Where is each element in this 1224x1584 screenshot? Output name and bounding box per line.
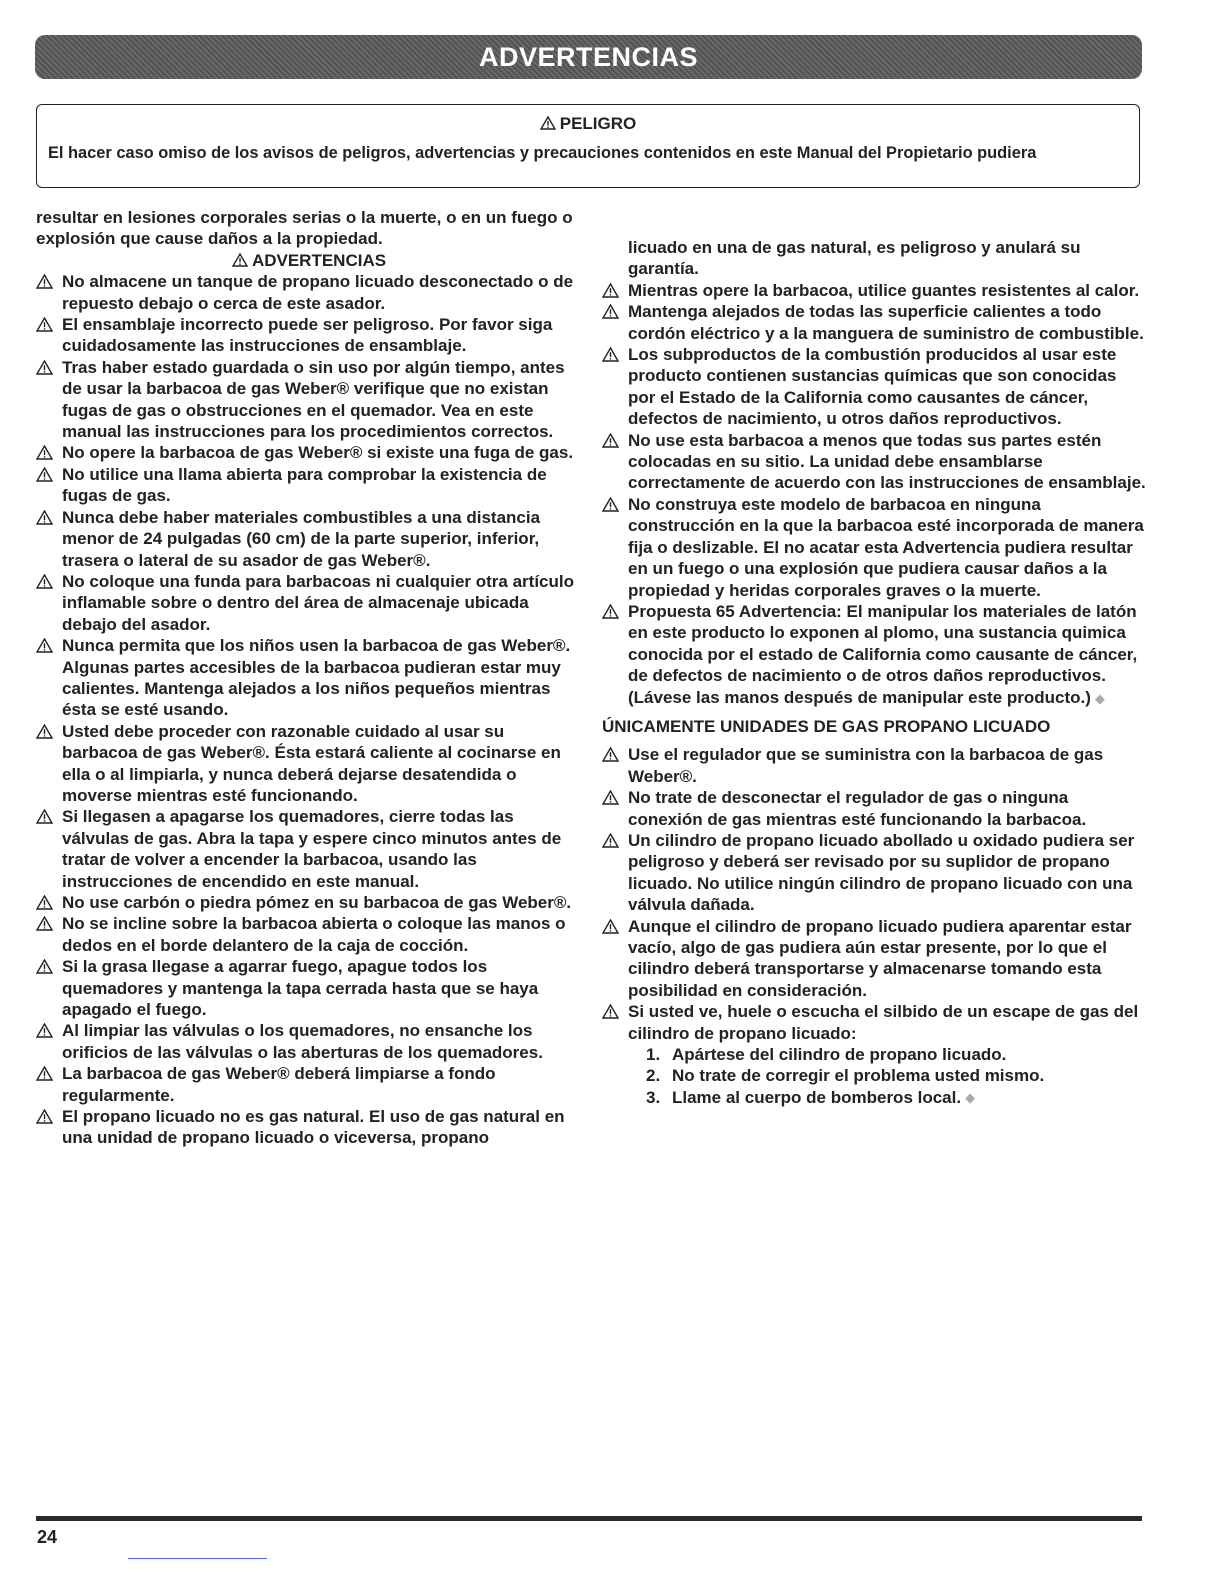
- warning-item: [602, 344, 1147, 430]
- warning-triangle-icon: [36, 635, 62, 721]
- warning-item-text: Propuesta 65 Advertencia: El manipular los materiales de latón en este producto lo exponen al plomo, una sustancia quimica conocida por el estado de California como causante de cáncer, de defectos de nacimiento o de otros daños reproductivos.: [628, 601, 1138, 686]
- warning-triangle-icon: [36, 1020, 62, 1063]
- warning-item-text: Mantenga alejados de todas las superficie calientes a todo cordón eléctrico y a la manguera de suministro de combustible.: [628, 302, 1144, 343]
- lp-warning-list: [602, 744, 1147, 1044]
- step-number: 1.: [646, 1045, 661, 1065]
- warning-item: [36, 721, 582, 807]
- warning-item: [36, 913, 582, 956]
- warning-triangle-icon: [36, 442, 62, 463]
- warning-item: [36, 357, 582, 443]
- warning-item-text: Nunca permita que los niños usen la barbacoa de gas Weber®. Algunas partes accesibles de la barbacoa pudieran estar muy calientes. Mantenga alejados a los niños pequeños mientras ésta se esté usando.: [62, 636, 571, 720]
- warning-item-text: No construya este modelo de barbacoa en ninguna construcción en la que la barbacoa esté incorporada de manera fija o deslizable. El no acatar esta Advertencia pudiera resultar en un fuego o una explosión que pudiera causar daños a la propiedad y heridas corporales graves o la muerte.: [628, 494, 1144, 600]
- warning-triangle-icon: [36, 357, 62, 443]
- wash-note: [602, 687, 1147, 709]
- left-column: [36, 207, 582, 1149]
- lp-warning-item-text: No trate de desconectar el regulador de gas o ninguna conexión de gas mientras esté funcionando la barbacoa.: [628, 788, 1087, 829]
- warning-triangle-icon: [602, 744, 628, 787]
- step-text: Apártese del cilindro de propano licuado.: [672, 1045, 1007, 1065]
- warning-item-text: La barbacoa de gas Weber® deberá limpiarse a fondo regularmente.: [62, 1064, 496, 1105]
- warning-item: [602, 430, 1147, 494]
- warning-triangle-icon: [602, 280, 628, 301]
- section-header-banner: [35, 35, 1142, 79]
- warning-item-text: No coloque una funda para barbacoas ni cualquier otra artículo inflamable sobre o dentro del área de almacenaje ubicada debajo del asador.: [62, 571, 574, 634]
- warning-item: [36, 442, 582, 463]
- warning-triangle-icon: [36, 721, 62, 807]
- end-diamond-icon: ◆: [1094, 690, 1105, 706]
- lp-warning-item: [602, 916, 1147, 1002]
- warning-triangle-icon: [36, 1063, 62, 1106]
- lp-warning-item: [602, 744, 1147, 787]
- warning-item-text: Los subproductos de la combustión producidos al usar este producto contienen sustancias químicas que son conocidas por el Estado de la California como causantes de cáncer, defectos de nacimiento, u otros daños reproductivos.: [628, 345, 1117, 429]
- warning-item: [36, 806, 582, 892]
- warning-item: [36, 271, 582, 314]
- left-warning-list: [36, 271, 582, 1149]
- step-number: 3.: [646, 1087, 661, 1107]
- warning-triangle-icon: [36, 571, 62, 635]
- section-title: ADVERTENCIAS: [478, 41, 699, 72]
- warning-triangle-icon: [602, 1001, 628, 1044]
- warning-triangle-icon: [602, 301, 628, 344]
- lp-section-title: ÚNICAMENTE UNIDADES DE GAS PROPANO LICUADO: [602, 716, 1051, 736]
- step-number: 2.: [646, 1066, 661, 1086]
- lp-warning-item-text: Use el regulador que se suministra con la barbacoa de gas Weber®.: [628, 745, 1104, 786]
- warning-triangle-icon: [36, 892, 62, 913]
- lp-warning-item: [602, 830, 1147, 916]
- warning-triangle-icon: [602, 601, 628, 687]
- danger-text: El hacer caso omiso de los avisos de peligros, advertencias y precauciones contenidos en este Manual del Propietario pudiera: [48, 144, 1037, 162]
- warning-item: [36, 956, 582, 1020]
- warning-item: [36, 1106, 582, 1149]
- warning-item-text: Tras haber estado guardada o sin uso por algún tiempo, antes de usar la barbacoa de gas Weber® verifique que no existan fugas de gas o obstrucciones en el quemador. Vea en este manual las instrucciones para los procedimientos correctos.: [62, 357, 565, 442]
- step-item: [646, 1044, 1147, 1065]
- warning-triangle-icon: [36, 913, 62, 956]
- step-item: [646, 1065, 1147, 1086]
- lp-warning-item: [602, 787, 1147, 830]
- warning-item-text: El ensamblaje incorrecto puede ser peligroso. Por favor siga cuidadosamente las instrucciones de ensamblaje.: [62, 315, 553, 356]
- warning-item: [36, 507, 582, 571]
- warning-triangle-icon: [602, 344, 628, 430]
- warning-triangle-icon: [232, 253, 248, 267]
- warning-item: [36, 464, 582, 507]
- warning-item: [36, 1020, 582, 1063]
- warning-item-text: Usted debe proceder con razonable cuidado al usar su barbacoa de gas Weber®. Ésta estará caliente al cocinarse en ella o al limpiarla, y nunca deberá dejarse desatendida o moverse mientras esté funcionando.: [62, 721, 561, 805]
- warning-item-text: No utilice una llama abierta para comprobar la existencia de fugas de gas.: [62, 464, 547, 506]
- warning-item: [36, 635, 582, 721]
- warning-triangle-icon: [36, 806, 62, 892]
- warning-item-text: No use carbón o piedra pómez en su barbacoa de gas Weber®.: [62, 893, 572, 912]
- danger-title-text: PELIGRO: [559, 114, 637, 133]
- warning-item: [36, 1063, 582, 1106]
- step-text: Llame al cuerpo de bomberos local.: [672, 1087, 962, 1107]
- warning-item-text: No use esta barbacoa a menos que todas sus partes estén colocadas en su sitio. La unidad debe ensamblarse correctamente de acuerdo con las instrucciones de ensamblaje.: [628, 430, 1146, 493]
- warning-item: [602, 301, 1147, 344]
- step-item: [646, 1087, 1147, 1108]
- right-warning-list: [602, 280, 1147, 687]
- warning-item: [602, 601, 1147, 687]
- wash-note-text: (Lávese las manos después de manipular este producto.): [628, 687, 1091, 707]
- steps-list: [602, 1044, 1147, 1108]
- warning-item: [36, 892, 582, 913]
- warning-triangle-icon: [36, 507, 62, 571]
- warning-triangle-icon: [36, 464, 62, 507]
- warning-triangle-icon: [540, 116, 556, 130]
- end-diamond-icon: ◆: [965, 1089, 976, 1105]
- warning-item: [36, 314, 582, 357]
- warning-triangle-icon: [36, 956, 62, 1020]
- warning-item-text: Mientras opere la barbacoa, utilice guantes resistentes al calor.: [628, 280, 1140, 300]
- blue-underline: [128, 1558, 267, 1559]
- step-text: No trate de corregir el problema usted mismo.: [672, 1066, 1045, 1086]
- continuation-paragraph: licuado en una de gas natural, es peligroso y anulará su garantía.: [628, 238, 1081, 279]
- warning-item-text: Si llegasen a apagarse los quemadores, cierre todas las válvulas de gas. Abra la tapa y espere cinco minutos antes de tratar de volver a encender la barbacoa, usando las instrucciones de encendido en este manual.: [62, 807, 562, 891]
- lp-warning-item: [602, 1001, 1147, 1044]
- warning-item: [36, 571, 582, 635]
- danger-title: [37, 114, 1139, 134]
- warning-triangle-icon: [602, 494, 628, 601]
- warning-item-text: Si la grasa llegase a agarrar fuego, apague todos los quemadores y mantenga la tapa cerrada hasta que se haya apagado el fuego.: [62, 957, 539, 1020]
- warning-triangle-icon: [36, 271, 62, 314]
- warning-triangle-icon: [602, 916, 628, 1002]
- warning-item-text: Al limpiar las válvulas o los quemadores, no ensanche los orificios de las válvulas o las aberturas de los quemadores.: [62, 1021, 543, 1062]
- warning-triangle-icon: [602, 830, 628, 916]
- warnings-heading: [36, 250, 582, 271]
- warning-item-text: No almacene un tanque de propano licuado desconectado o de repuesto debajo o cerca de este asador.: [62, 272, 574, 313]
- warning-item-text: No se incline sobre la barbacoa abierta o coloque las manos o dedos en el borde delantero de la caja de cocción.: [62, 914, 566, 955]
- lp-warning-item-text: Aunque el cilindro de propano licuado pudiera aparentar estar vacío, algo de gas pudiera aún estar presente, por lo que el cilindro deberá transportarse y almacenarse tomando esta posibilidad en consideración.: [628, 916, 1132, 1000]
- warning-item: [602, 494, 1147, 601]
- danger-box: [36, 104, 1140, 188]
- warning-item: [602, 280, 1147, 301]
- warning-item-text: El propano licuado no es gas natural. El uso de gas natural en una unidad de propano licuado o viceversa, propano: [62, 1107, 565, 1148]
- warning-item-text: Nunca debe haber materiales combustibles a una distancia menor de 24 pulgadas (60 cm) de la parte superior, inferior, trasera o lateral de su asador de gas Weber®.: [62, 507, 541, 570]
- footer-rule: [36, 1516, 1142, 1521]
- warnings-heading-text: ADVERTENCIAS: [251, 250, 387, 270]
- intro-paragraph: resultar en lesiones corporales serias o la muerte, o en un fuego o explosión que cause daños a la propiedad.: [36, 208, 573, 249]
- warning-triangle-icon: [602, 787, 628, 830]
- lp-warning-item-text: Un cilindro de propano licuado abollado u oxidado pudiera ser peligroso y deberá ser revisado por su suplidor de propano licuado. No utilice ningún cilindro de propano licuado con una válvula dañada.: [628, 830, 1135, 915]
- warning-item-text: No opere la barbacoa de gas Weber® si existe una fuga de gas.: [62, 443, 574, 463]
- warning-triangle-icon: [602, 430, 628, 494]
- lp-warning-item-text: Si usted ve, huele o escucha el silbido de un escape de gas del cilindro de propano licuado:: [628, 1002, 1139, 1043]
- right-column: [602, 237, 1147, 1108]
- warning-triangle-icon: [36, 1106, 62, 1149]
- warning-triangle-icon: [36, 314, 62, 357]
- page-number: 24: [37, 1527, 58, 1547]
